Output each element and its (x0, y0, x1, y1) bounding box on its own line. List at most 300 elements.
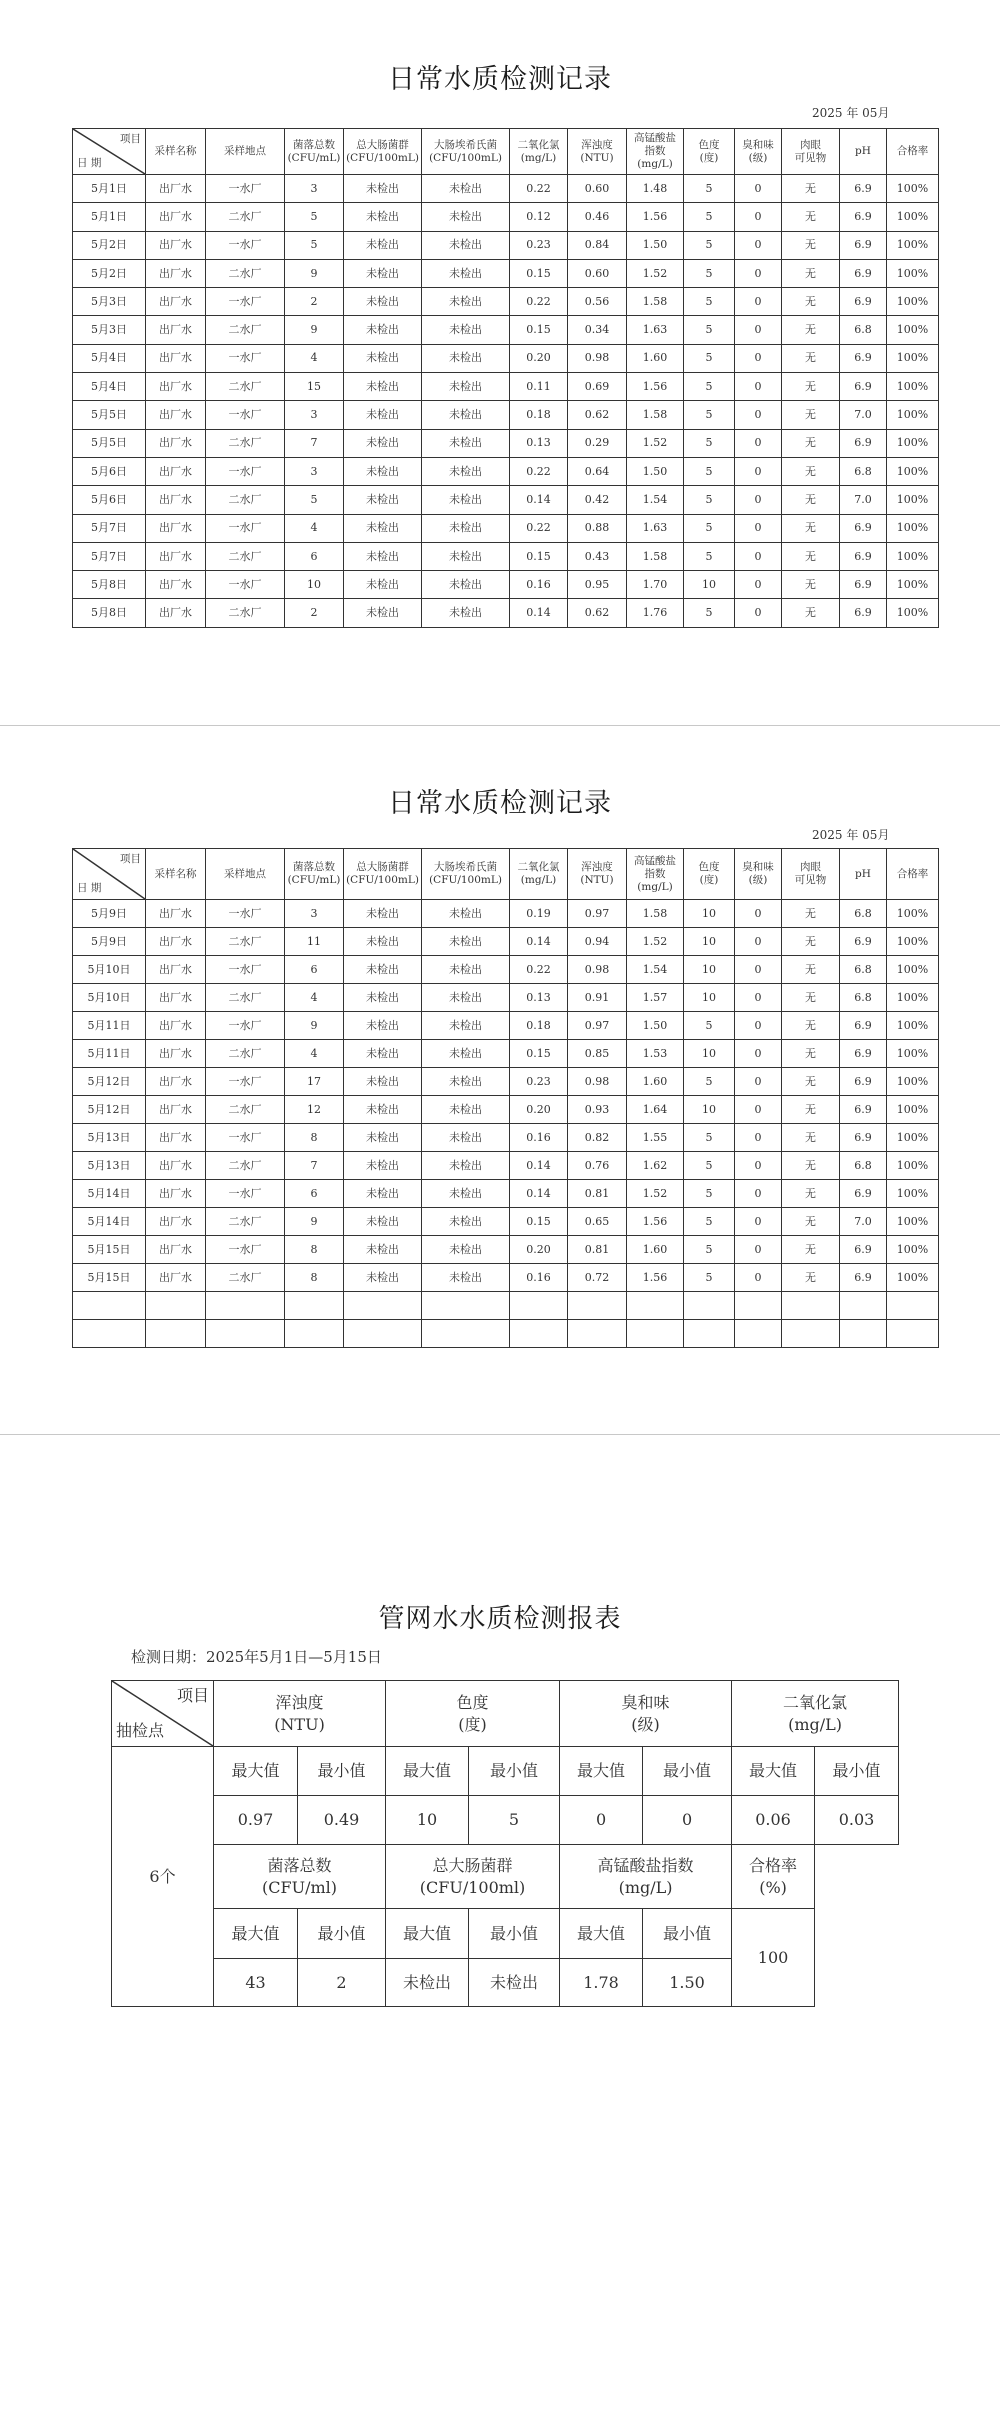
table-cell: 5 (684, 231, 735, 259)
table-cell: 100% (887, 316, 939, 344)
column-header-line: 色度 (698, 138, 720, 151)
table-cell: 一水厂 (206, 288, 285, 316)
table-cell: 0 (735, 1124, 782, 1152)
table-cell: 出厂水 (146, 900, 206, 928)
table-row (73, 344, 939, 372)
table-cell: 5月3日 (73, 288, 146, 316)
table-cell: 100% (887, 486, 939, 514)
table-cell: 无 (782, 1068, 840, 1096)
table-cell: 5月7日 (73, 542, 146, 570)
table-cell: 未检出 (344, 259, 422, 287)
column-header (422, 129, 510, 175)
sheet1-table (72, 128, 939, 628)
table-cell: 100% (887, 1040, 939, 1068)
table-cell: 未检出 (344, 1096, 422, 1124)
table-cell: 未检出 (344, 1264, 422, 1292)
empty-cell (422, 1320, 510, 1348)
table-cell: 二水厂 (206, 984, 285, 1012)
table-cell: 未检出 (344, 316, 422, 344)
table-cell: 出厂水 (146, 984, 206, 1012)
table-cell: 100% (887, 175, 939, 203)
table-cell: 0 (735, 984, 782, 1012)
table-cell: 未检出 (422, 928, 510, 956)
table-cell: 3 (285, 401, 344, 429)
table-cell: 未检出 (344, 1068, 422, 1096)
column-header-line: 高锰酸盐 (634, 854, 676, 867)
table-cell: 未检出 (344, 1040, 422, 1068)
table-cell: 0 (735, 1068, 782, 1096)
table-cell: 无 (782, 1264, 840, 1292)
table-cell: 未检出 (344, 984, 422, 1012)
table-cell: 0.29 (568, 429, 627, 457)
column-header (840, 129, 887, 175)
table-cell: 1.58 (627, 542, 684, 570)
column-header (782, 849, 840, 900)
table-cell: 100% (887, 1124, 939, 1152)
table-cell: 0 (735, 373, 782, 401)
group-header (214, 1681, 386, 1747)
column-header (146, 849, 206, 900)
table-cell: 未检出 (344, 928, 422, 956)
table-row (73, 1012, 939, 1040)
corner-label-row: 抽检点 (116, 1721, 165, 1740)
table-cell: 无 (782, 373, 840, 401)
table-cell: 6.9 (840, 203, 887, 231)
table-cell: 一水厂 (206, 1012, 285, 1040)
column-header-line: pH (855, 145, 871, 157)
table-cell: 7.0 (840, 401, 887, 429)
table-cell: 0.20 (510, 1236, 568, 1264)
table-cell: 0.69 (568, 373, 627, 401)
table-cell: 未检出 (344, 231, 422, 259)
header-row (73, 129, 939, 175)
table-cell: 11 (285, 928, 344, 956)
table-cell: 5月10日 (73, 984, 146, 1012)
table-cell: 0 (735, 1264, 782, 1292)
table-cell: 6 (285, 1180, 344, 1208)
min-value: 5 (469, 1796, 560, 1845)
table-cell: 5 (684, 203, 735, 231)
table-cell: 一水厂 (206, 514, 285, 542)
empty-cell (887, 1292, 939, 1320)
table-cell: 1.56 (627, 1264, 684, 1292)
table-row (73, 1096, 939, 1124)
table-cell: 未检出 (422, 429, 510, 457)
table-cell: 未检出 (344, 1180, 422, 1208)
page-divider (0, 725, 1000, 726)
column-header-line: 指数 (644, 867, 666, 880)
table-cell: 二水厂 (206, 486, 285, 514)
table-cell: 5 (684, 1152, 735, 1180)
table-cell: 6.9 (840, 542, 887, 570)
table-cell: 二水厂 (206, 203, 285, 231)
table-cell: 0.42 (568, 486, 627, 514)
table-cell: 5月1日 (73, 175, 146, 203)
table-cell: 未检出 (344, 956, 422, 984)
table-cell: 0.34 (568, 316, 627, 344)
min-value: 0.49 (298, 1796, 386, 1845)
table-cell: 10 (684, 956, 735, 984)
column-header (510, 129, 568, 175)
table-cell: 一水厂 (206, 1068, 285, 1096)
table-cell: 0.85 (568, 1040, 627, 1068)
group-header-unit: (NTU) (274, 1714, 325, 1734)
empty-cell (887, 1320, 939, 1348)
table-cell: 5月6日 (73, 457, 146, 485)
table-cell: 0.14 (510, 1180, 568, 1208)
table-cell: 5月6日 (73, 486, 146, 514)
table-cell: 0 (735, 203, 782, 231)
table-cell: 未检出 (344, 429, 422, 457)
table-cell: 8 (285, 1264, 344, 1292)
table-cell: 7.0 (840, 486, 887, 514)
column-header-line: (mg/L) (637, 880, 673, 893)
table-row (73, 1152, 939, 1180)
table-cell: 二水厂 (206, 1152, 285, 1180)
table-cell: 未检出 (344, 401, 422, 429)
table-cell: 5月7日 (73, 514, 146, 542)
group-header-name: 高锰酸盐指数 (597, 1855, 694, 1875)
column-header-line: (度) (699, 874, 719, 886)
table-cell: 0.16 (510, 1264, 568, 1292)
table-cell: 一水厂 (206, 457, 285, 485)
column-header-line: (级) (748, 151, 768, 164)
table-cell: 5 (684, 457, 735, 485)
column-header (840, 849, 887, 900)
min-label: 最小值 (298, 1747, 386, 1796)
table-cell: 无 (782, 514, 840, 542)
column-header-line: (mg/L) (637, 158, 673, 170)
column-header (782, 129, 840, 175)
table-cell: 1.58 (627, 900, 684, 928)
table-cell: 1.52 (627, 1180, 684, 1208)
min-label: 最小值 (469, 1909, 560, 1959)
table-cell: 未检出 (422, 373, 510, 401)
table-cell: 未检出 (344, 514, 422, 542)
table-cell: 0 (735, 1096, 782, 1124)
table-cell: 9 (285, 259, 344, 287)
table-cell: 未检出 (422, 1040, 510, 1068)
table-cell: 二水厂 (206, 599, 285, 627)
group-header (560, 1681, 732, 1747)
table-cell: 5月4日 (73, 344, 146, 372)
table-row (73, 1236, 939, 1264)
table-cell: 无 (782, 429, 840, 457)
table-cell: 100% (887, 401, 939, 429)
table-cell: 0 (735, 175, 782, 203)
table-cell: 无 (782, 1180, 840, 1208)
table-cell: 无 (782, 542, 840, 570)
group-header-unit: (CFU/100ml) (419, 1877, 526, 1897)
table-cell: 10 (285, 571, 344, 599)
table-cell: 5月9日 (73, 900, 146, 928)
table-cell: 0.22 (510, 175, 568, 203)
table-cell: 未检出 (344, 373, 422, 401)
column-header (146, 129, 206, 175)
min-label: 最小值 (643, 1747, 732, 1796)
table-row (73, 571, 939, 599)
table-cell: 0.19 (510, 900, 568, 928)
sheet1-date: 2025 年 05月 (812, 106, 890, 120)
sheet1-title: 日常水质检测记录 (388, 64, 612, 95)
column-header (510, 849, 568, 900)
table-cell: 5 (684, 401, 735, 429)
table-cell: 6.8 (840, 457, 887, 485)
table-cell: 0.81 (568, 1180, 627, 1208)
table-cell: 未检出 (422, 231, 510, 259)
table-cell: 3 (285, 900, 344, 928)
table-cell: 5月10日 (73, 956, 146, 984)
table-row (73, 1264, 939, 1292)
max-label: 最大值 (214, 1747, 298, 1796)
table-row (73, 203, 939, 231)
column-header-line: 肉眼 (800, 861, 821, 873)
table-cell: 5 (684, 1068, 735, 1096)
table-cell: 0.14 (510, 1152, 568, 1180)
empty-cell (684, 1292, 735, 1320)
table-cell: 未检出 (344, 900, 422, 928)
min-value: 2 (298, 1959, 386, 2007)
table-cell: 0.62 (568, 401, 627, 429)
table-cell: 5 (684, 486, 735, 514)
table-cell: 10 (684, 928, 735, 956)
table-cell: 无 (782, 457, 840, 485)
table-cell: 出厂水 (146, 175, 206, 203)
table-cell: 1.70 (627, 571, 684, 599)
table-cell: 未检出 (344, 542, 422, 570)
table-cell: 一水厂 (206, 1124, 285, 1152)
table-cell: 未检出 (422, 542, 510, 570)
table-cell: 0.93 (568, 1096, 627, 1124)
table-row (73, 457, 939, 485)
table-cell: 二水厂 (206, 1040, 285, 1068)
table-cell: 0.22 (510, 288, 568, 316)
column-header (568, 129, 627, 175)
table-cell: 出厂水 (146, 288, 206, 316)
table-cell: 一水厂 (206, 956, 285, 984)
group-header-name: 合格率 (749, 1855, 798, 1875)
report-label-row (112, 1747, 899, 1796)
table-cell: 1.63 (627, 514, 684, 542)
table-cell: 0 (735, 429, 782, 457)
table-cell: 0 (735, 1040, 782, 1068)
empty-cell (510, 1320, 568, 1348)
table-cell: 4 (285, 514, 344, 542)
table-cell: 6.9 (840, 175, 887, 203)
table-cell: 出厂水 (146, 1068, 206, 1096)
table-cell: 8 (285, 1124, 344, 1152)
table-cell: 0.64 (568, 457, 627, 485)
table-row (73, 1208, 939, 1236)
table-cell: 0.13 (510, 984, 568, 1012)
column-header-line: 采样地点 (224, 145, 266, 157)
empty-cell (344, 1320, 422, 1348)
table-cell: 未检出 (422, 175, 510, 203)
table-cell: 无 (782, 571, 840, 599)
table-cell: 6.9 (840, 1124, 887, 1152)
table-cell: 6.9 (840, 1068, 887, 1096)
group-header (386, 1845, 560, 1909)
table-cell: 0.18 (510, 401, 568, 429)
corner-cell (73, 849, 146, 900)
table-cell: 出厂水 (146, 1152, 206, 1180)
table-cell: 出厂水 (146, 344, 206, 372)
table-cell: 5月2日 (73, 259, 146, 287)
pass-rate-value: 100 (732, 1909, 815, 2007)
table-cell: 0.97 (568, 900, 627, 928)
table-cell: 未检出 (344, 1152, 422, 1180)
table-cell: 8 (285, 1236, 344, 1264)
table-cell: 二水厂 (206, 429, 285, 457)
min-label: 最小值 (643, 1909, 732, 1959)
table-cell: 0 (735, 928, 782, 956)
group-header (214, 1845, 386, 1909)
group-header-unit: (CFU/ml) (262, 1877, 337, 1897)
column-header-line: 可见物 (794, 151, 827, 164)
min-value: 1.50 (643, 1959, 732, 2007)
table-cell: 100% (887, 1236, 939, 1264)
empty-cell (285, 1320, 344, 1348)
table-row (73, 288, 939, 316)
column-header-line: (mg/L) (520, 151, 557, 164)
table-cell: 0 (735, 486, 782, 514)
column-header-line: (mg/L) (520, 874, 557, 886)
table-cell: 0.14 (510, 599, 568, 627)
corner-label-row: 日 期 (77, 157, 102, 169)
group-header-unit: (%) (759, 1877, 787, 1897)
table-cell: 0 (735, 288, 782, 316)
table-cell: 10 (684, 900, 735, 928)
table-cell: 未检出 (344, 571, 422, 599)
table-cell: 100% (887, 457, 939, 485)
table-cell: 二水厂 (206, 542, 285, 570)
max-value: 0 (560, 1796, 643, 1845)
table-cell: 100% (887, 984, 939, 1012)
table-cell: 0.14 (510, 486, 568, 514)
sheet2-title: 日常水质检测记录 (388, 788, 612, 819)
table-cell: 0.91 (568, 984, 627, 1012)
report-header-row (112, 1681, 899, 1747)
table-cell: 出厂水 (146, 928, 206, 956)
group-header (732, 1845, 815, 1909)
table-row (73, 231, 939, 259)
column-header-line: 浑浊度 (581, 861, 613, 873)
table-cell: 2 (285, 599, 344, 627)
max-value: 0.97 (214, 1796, 298, 1845)
table-cell: 无 (782, 231, 840, 259)
column-header-line: 指数 (644, 145, 666, 157)
table-cell: 未检出 (422, 956, 510, 984)
column-header-line: 二氧化氯 (517, 861, 560, 873)
min-label: 最小值 (298, 1909, 386, 1959)
table-cell: 出厂水 (146, 203, 206, 231)
table-cell: 无 (782, 1096, 840, 1124)
min-value: 未检出 (469, 1959, 560, 2007)
table-cell: 0.11 (510, 373, 568, 401)
table-cell: 10 (684, 571, 735, 599)
table-cell: 无 (782, 599, 840, 627)
table-cell: 0 (735, 956, 782, 984)
table-cell: 未检出 (344, 288, 422, 316)
column-header-line: (CFU/100mL) (346, 151, 419, 164)
report-table (111, 1680, 899, 2007)
table-cell: 0 (735, 344, 782, 372)
column-header-line: 总大肠菌群 (356, 138, 409, 151)
table-cell: 10 (684, 1040, 735, 1068)
column-header (684, 129, 735, 175)
table-cell: 5 (684, 1236, 735, 1264)
table-cell: 二水厂 (206, 373, 285, 401)
table-cell: 无 (782, 203, 840, 231)
table-cell: 出厂水 (146, 956, 206, 984)
table-cell: 100% (887, 571, 939, 599)
report-value-row (112, 1796, 899, 1845)
table-cell: 5月2日 (73, 231, 146, 259)
table-cell: 1.58 (627, 401, 684, 429)
table-cell: 未检出 (422, 1236, 510, 1264)
table-cell: 0 (735, 316, 782, 344)
table-cell: 6.9 (840, 259, 887, 287)
table-cell: 无 (782, 928, 840, 956)
table-cell: 出厂水 (146, 231, 206, 259)
group-header-name: 色度 (456, 1692, 489, 1712)
table-cell: 6.9 (840, 1236, 887, 1264)
column-header (627, 129, 684, 175)
table-cell: 100% (887, 1208, 939, 1236)
table-row (73, 429, 939, 457)
table-cell: 6.9 (840, 571, 887, 599)
group-header-name: 浑浊度 (275, 1692, 324, 1712)
group-header (386, 1681, 560, 1747)
table-cell: 100% (887, 373, 939, 401)
table-row (73, 956, 939, 984)
table-cell: 0.23 (510, 231, 568, 259)
table-cell: 无 (782, 401, 840, 429)
table-cell: 6.9 (840, 1180, 887, 1208)
table-cell: 100% (887, 599, 939, 627)
table-cell: 100% (887, 1012, 939, 1040)
table-cell: 一水厂 (206, 231, 285, 259)
table-cell: 5 (684, 429, 735, 457)
table-cell: 3 (285, 175, 344, 203)
table-cell: 0 (735, 571, 782, 599)
table-cell: 5月11日 (73, 1012, 146, 1040)
empty-cell (627, 1292, 684, 1320)
table-cell: 7 (285, 1152, 344, 1180)
group-header-unit: (mg/L) (618, 1877, 673, 1897)
table-cell: 无 (782, 316, 840, 344)
table-cell: 二水厂 (206, 1264, 285, 1292)
table-cell: 5 (684, 1208, 735, 1236)
table-cell: 12 (285, 1096, 344, 1124)
max-value: 1.78 (560, 1959, 643, 2007)
table-cell: 6.8 (840, 900, 887, 928)
table-cell: 100% (887, 429, 939, 457)
table-cell: 未检出 (422, 1180, 510, 1208)
table-cell: 5月13日 (73, 1152, 146, 1180)
table-cell: 出厂水 (146, 457, 206, 485)
table-cell: 二水厂 (206, 1208, 285, 1236)
table-cell: 未检出 (422, 203, 510, 231)
max-label: 最大值 (214, 1909, 298, 1959)
column-header-line: (CFU/100mL) (429, 874, 502, 886)
table-cell: 5 (285, 231, 344, 259)
table-cell: 未检出 (422, 486, 510, 514)
table-cell: 0.43 (568, 542, 627, 570)
sample-points-cell: 6个 (112, 1747, 214, 2007)
table-cell: 5 (684, 373, 735, 401)
table-cell: 1.76 (627, 599, 684, 627)
